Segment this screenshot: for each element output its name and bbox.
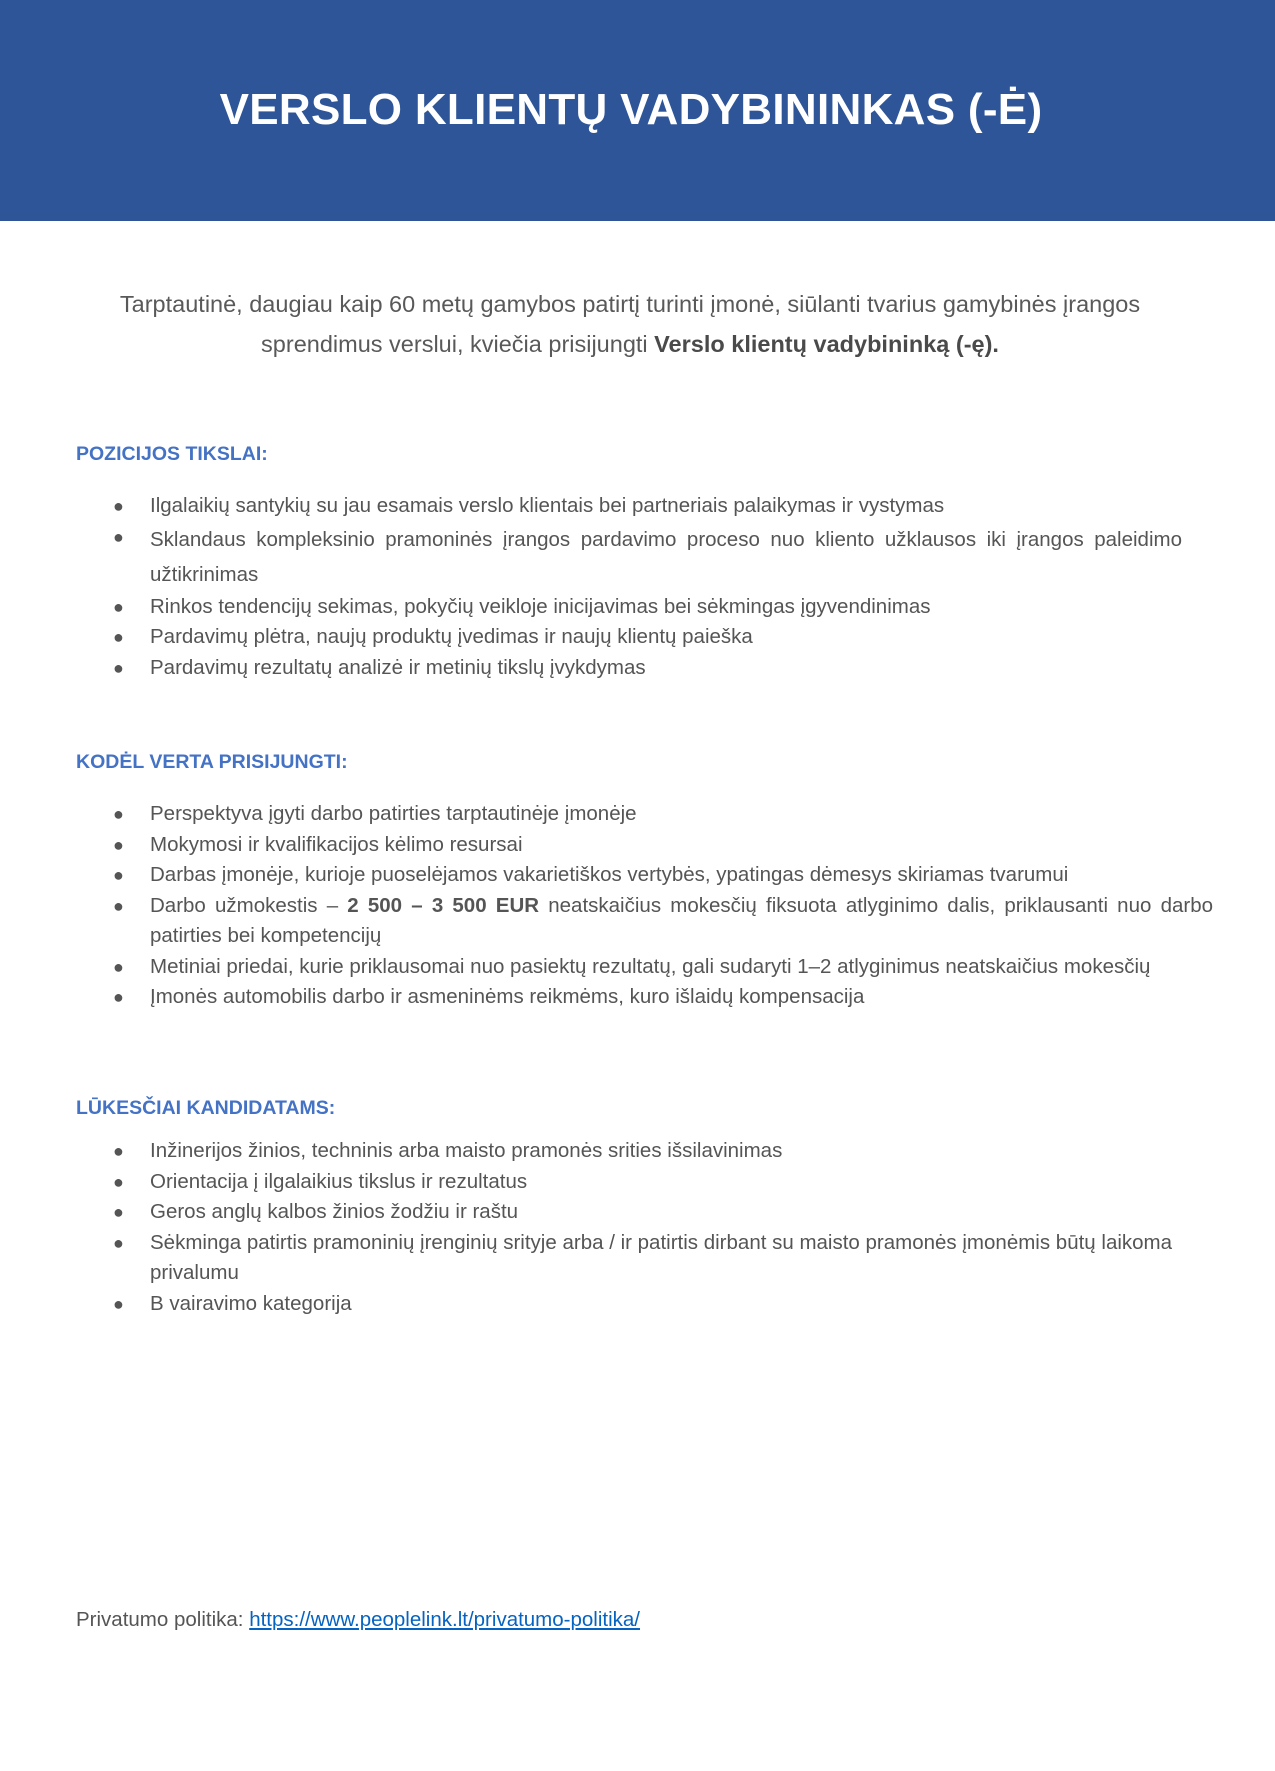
intro-paragraph [60, 284, 1200, 364]
list-item: ● Rinkos tendencijų sekimas, pokyčių veikloje inicijavimas bei sėkmingas įgyvendinimas [0, 592, 1182, 623]
header-banner [0, 0, 1275, 221]
intro-position-name: Verslo klientų vadybininką (-ę). [654, 331, 999, 357]
bullet-icon: ● [113, 596, 124, 617]
intro-text: Tarptautinė, daugiau kaip 60 metų gamybos patirtį turinti įmonė, siūlanti tvarius gamybinės įrangos sprendimus verslui, kviečia prisijungti [119, 291, 1141, 357]
list-item-salary: ● Darbo užmokestis – 2 500 – 3 500 EUR neatskaičius mokesčių fiksuota atlyginimo dalis, priklausanti nuo darbo patirties bei kompetencijų [0, 891, 1213, 952]
bullet-icon: ● [113, 1202, 124, 1222]
bullet-icon: ● [113, 627, 124, 647]
bullet-icon: ● [113, 1232, 124, 1253]
list-item: ● Metiniai priedai, kurie priklausomai nuo pasiektų rezultatų, gali sudaryti 1–2 atlyginimus neatskaičius mokesčių [0, 952, 1213, 983]
list-item: ● Orientacija į ilgalaikius tikslus ir rezultatus [0, 1167, 1182, 1198]
bullet-icon: ● [113, 865, 124, 885]
expectations-list [0, 1136, 1182, 1319]
section-heading-expectations: LŪKESČIAI KANDIDATAMS: [76, 1097, 336, 1119]
bullet-icon: ● [113, 657, 124, 678]
list-item: ● Įmonės automobilis darbo ir asmeninėms reikmėms, kuro išlaidų kompensacija [0, 982, 1213, 1013]
list-item: ● Darbas įmonėje, kurioje puoselėjamos vakarietiškos vertybės, ypatingas dėmesys skiriamas tvarumui [0, 860, 1213, 891]
bullet-icon: ● [113, 1171, 124, 1192]
section-heading-goals: POZICIJOS TIKSLAI: [76, 443, 268, 465]
bullet-icon: ● [113, 804, 124, 824]
bullet-icon: ● [113, 895, 124, 916]
list-item: ● Pardavimų rezultatų analizė ir metinių tikslų įvykdymas [0, 653, 1182, 684]
list-item: ● B vairavimo kategorija [0, 1289, 1182, 1320]
bullet-icon: ● [113, 1293, 124, 1314]
bullet-icon: ● [113, 956, 124, 977]
privacy-policy-link[interactable]: https://www.peoplelink.lt/privatumo-politika/ [249, 1608, 640, 1631]
bullet-icon: ● [113, 987, 124, 1007]
page-title: VERSLO KLIENTŲ VADYBININKAS (-Ė) [219, 85, 1043, 134]
list-item: ● Mokymosi ir kvalifikacijos kėlimo resursai [0, 830, 1213, 861]
bullet-icon: ● [113, 496, 124, 516]
list-item: ● Sklandaus kompleksinio pramoninės įrangos pardavimo proceso nuo kliento užklausos iki įrangos paleidimo užtikrinimas [0, 522, 1182, 592]
list-item: ● Perspektyva įgyti darbo patirties tarptautinėje įmonėje [0, 799, 1213, 830]
bullet-icon: ● [113, 526, 124, 547]
list-item: ● Inžinerijos žinios, techninis arba maisto pramonės srities išsilavinimas [0, 1136, 1182, 1167]
bullet-icon: ● [113, 834, 124, 855]
list-item: ● Pardavimų plėtra, naujų produktų įvedimas ir naujų klientų paieška [0, 622, 1182, 653]
privacy-label: Privatumo politika: [76, 1608, 250, 1631]
list-item: ● Ilgalaikių santykių su jau esamais verslo klientais bei partneriais palaikymas ir vystymas [0, 491, 1182, 522]
section-heading-why-join: KODĖL VERTA PRISIJUNGTI: [76, 751, 348, 773]
goals-list [0, 491, 1182, 683]
why-join-list [0, 799, 1213, 1013]
salary-amount: 2 500 – 3 500 EUR [347, 893, 540, 917]
list-item: ● Geros anglų kalbos žinios žodžiu ir raštu [0, 1197, 1182, 1228]
bullet-icon: ● [113, 1141, 124, 1161]
list-item: ● Sėkminga patirtis pramoninių įrenginių srityje arba / ir patirtis dirbant su maisto pramonės įmonėmis būtų laikoma privalumu [0, 1228, 1182, 1289]
privacy-footer [76, 1606, 640, 1634]
